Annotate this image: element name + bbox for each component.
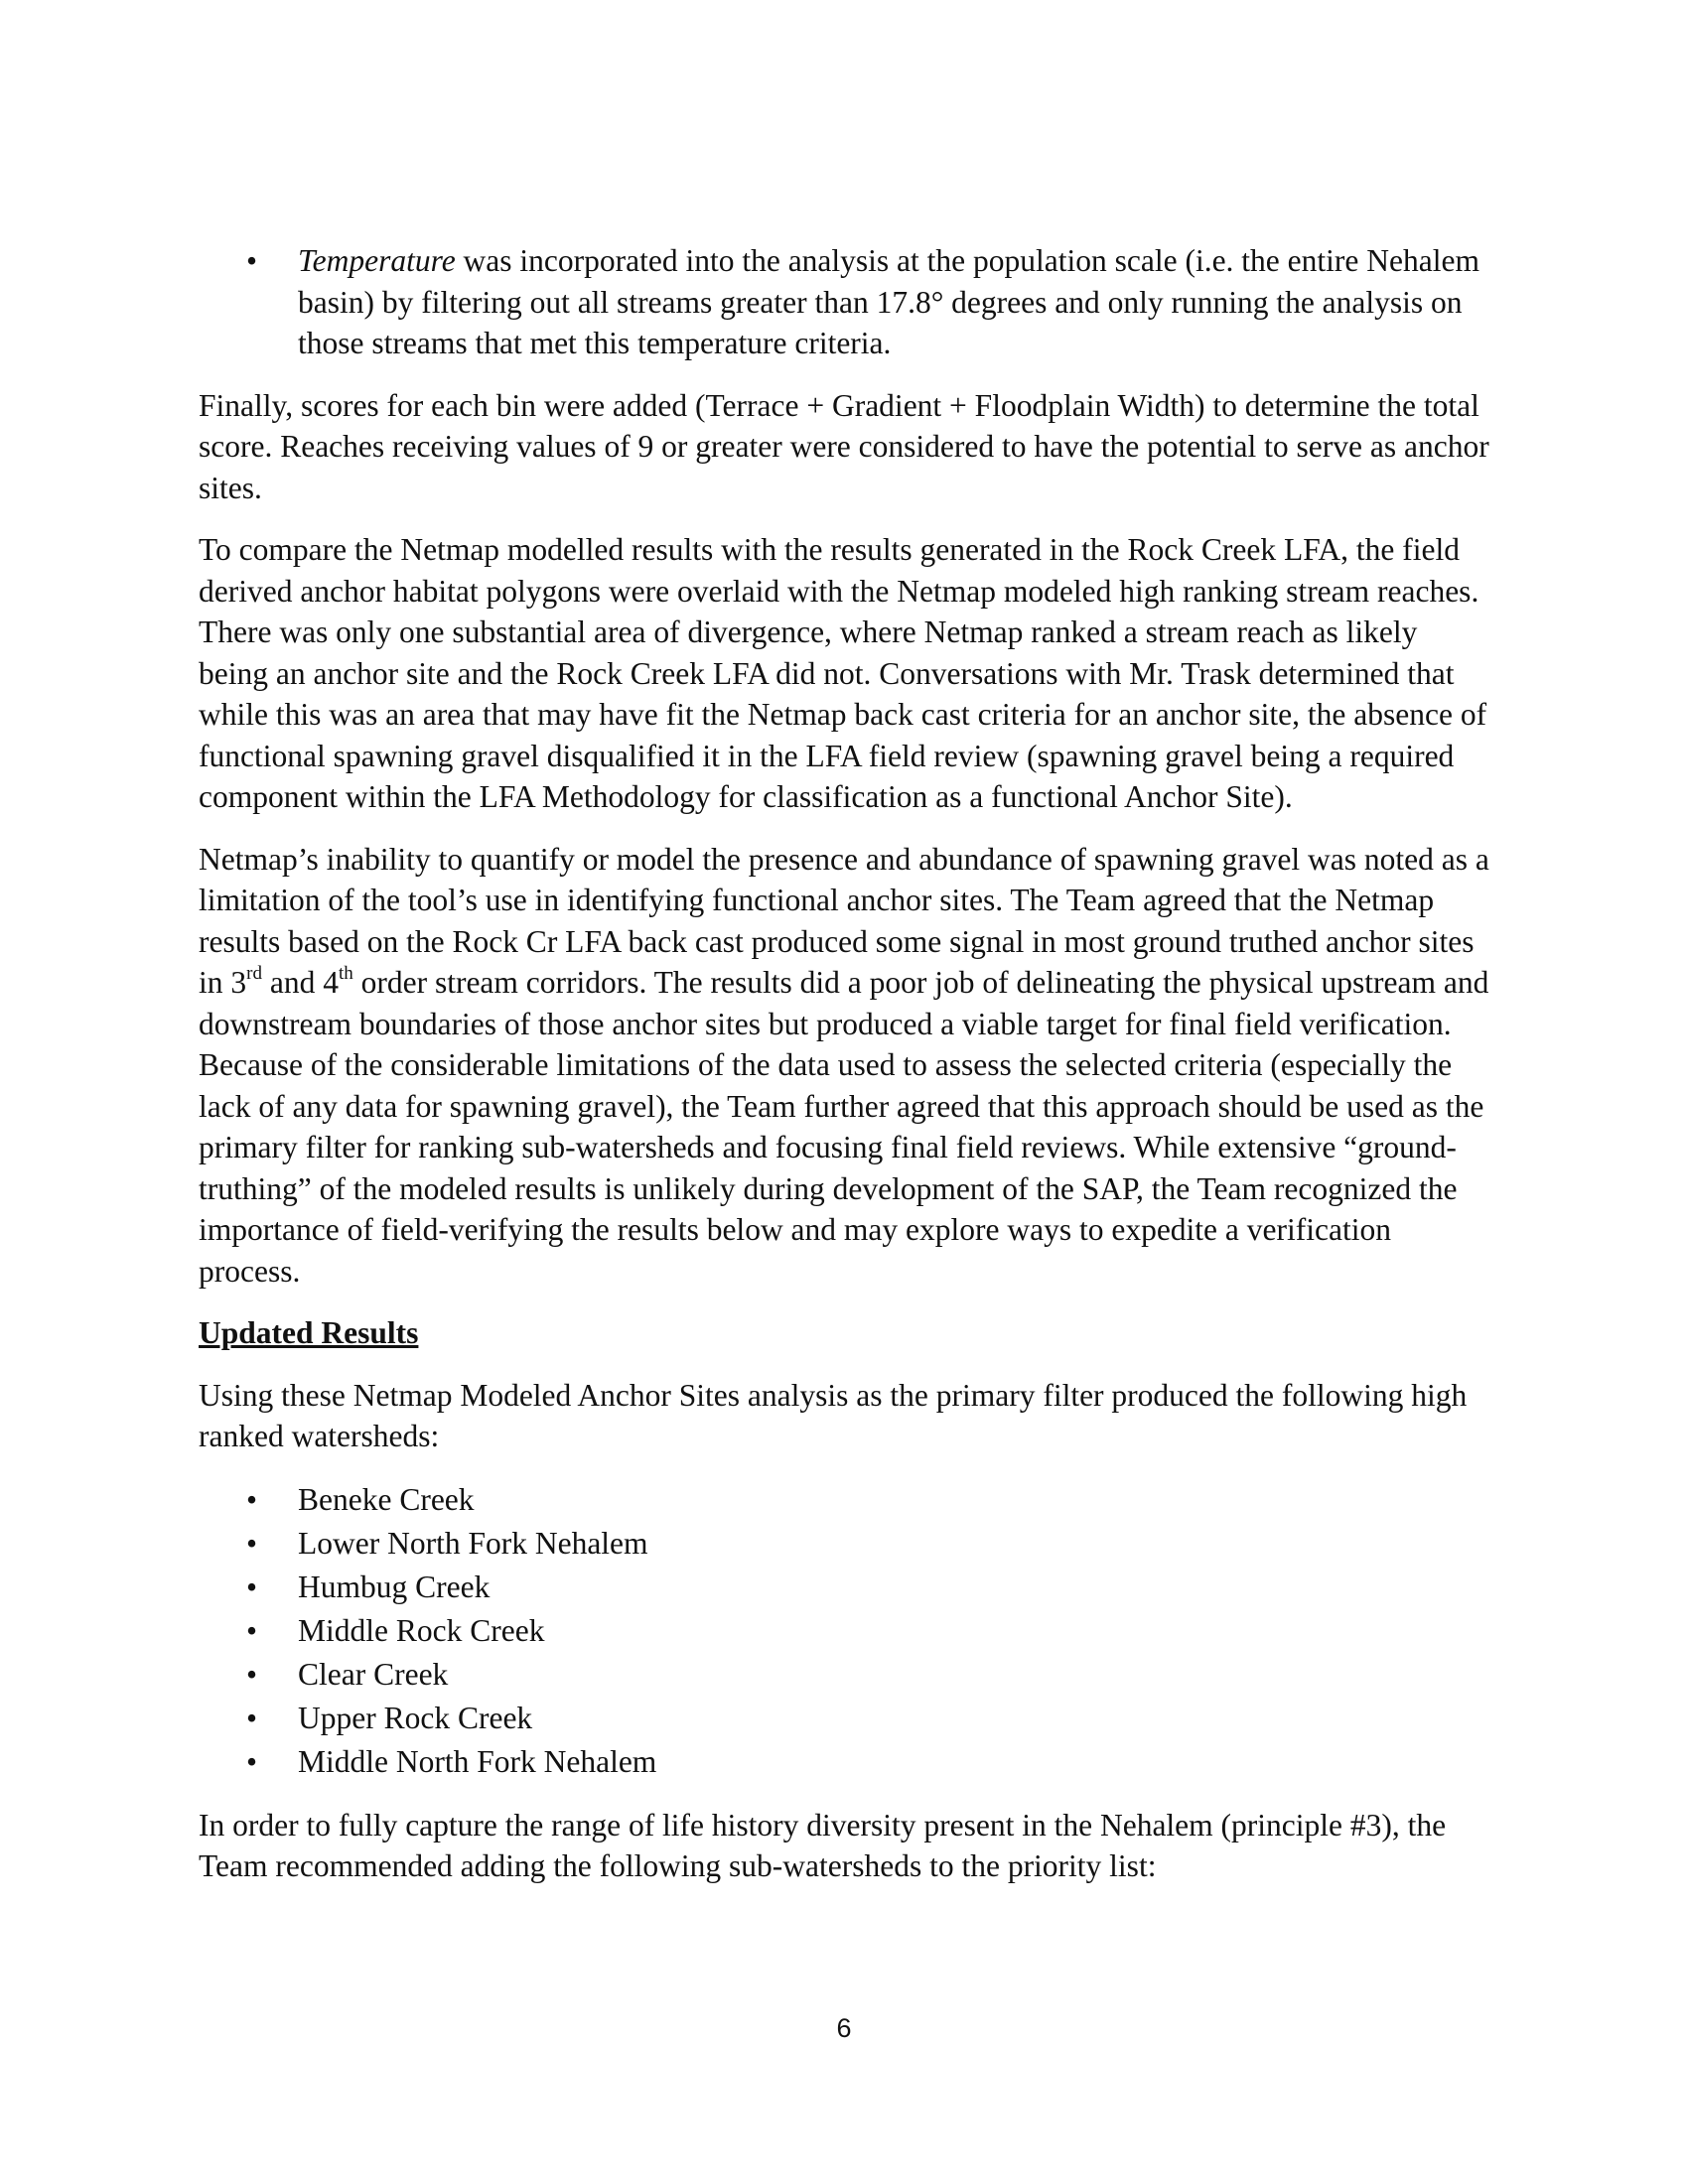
temperature-bullet-item	[199, 240, 1489, 364]
watershed-name: Clear Creek	[298, 1656, 449, 1692]
paragraph-using: Using these Netmap Modeled Anchor Sites analysis as the primary filter produced the following high ranked watersheds:	[199, 1377, 1468, 1453]
bullet-icon: •	[246, 243, 258, 278]
list-item	[199, 1653, 1489, 1697]
watershed-name: Beneke Creek	[298, 1481, 475, 1517]
bullet-icon: •	[246, 1743, 258, 1779]
watershed-name: Middle Rock Creek	[298, 1612, 545, 1648]
watershed-name: Upper Rock Creek	[298, 1700, 533, 1735]
bullet-icon: •	[246, 1481, 258, 1517]
bullet-icon: •	[246, 1700, 258, 1735]
temperature-term: Temperature	[298, 243, 456, 278]
bullet-icon: •	[246, 1612, 258, 1648]
netmap-text-part2: and 4	[261, 965, 339, 1000]
list-item	[199, 1566, 1489, 1609]
document-page	[199, 240, 1489, 1908]
bullet-icon: •	[246, 1525, 258, 1561]
bullet-icon: •	[246, 1656, 258, 1692]
page-number: 6	[836, 2013, 852, 2043]
list-item	[199, 1740, 1489, 1784]
temperature-text: was incorporated into the analysis at the population scale (i.e. the entire Nehalem basin) by filtering out all streams greater than 17.8° degrees and only running the analysis on those streams that met this temperature criteria.	[298, 243, 1479, 360]
paragraph-finally: Finally, scores for each bin were added (Terrace + Gradient + Floodplain Width) to determine the total score. Reaches receiving values of 9 or greater were considered to have the potential to serve as anchor sites.	[199, 387, 1489, 505]
bullet-icon: •	[246, 1569, 258, 1604]
watershed-list	[199, 1478, 1489, 1784]
superscript-rd: rd	[246, 962, 262, 984]
list-item	[199, 1609, 1489, 1653]
netmap-text-part1: Netmap’s inability to quantify or model the presence and abundance of spawning gravel was noted as a limitation of the tool’s use in identifying functional anchor sites. The Team agreed that the Netmap results based on the Rock Cr LFA back cast produced some signal in most ground truthed anchor sites in 3	[199, 841, 1489, 1000]
paragraph-netmap	[199, 839, 1489, 1293]
netmap-text-part3: order stream corridors. The results did a poor job of delineating the physical upstream and downstream boundaries of those anchor sites but produced a viable target for final field verification. Because of the considerable limitations of the data used to assess the selected criteria (especially the lack of any data for spawning gravel), the Team further agreed that this approach should be used as the primary filter for ranking sub-watersheds and focusing final field reviews. While extensive “ground-truthing” of the modeled results is unlikely during development of the SAP, the Team recognized the importance of field-verifying the results below and may explore ways to expedite a verification process.	[199, 965, 1489, 1289]
list-item	[199, 1697, 1489, 1740]
section-heading-updated-results: Updated Results	[199, 1315, 419, 1350]
paragraph-compare: To compare the Netmap modelled results with the results generated in the Rock Creek LFA, the field derived anchor habitat polygons were overlaid with the Netmap modeled high ranking stream reaches. There was only one substantial area of divergence, where Netmap ranked a stream reach as likely being an anchor site and the Rock Creek LFA did not. Conversations with Mr. Trask determined that while this was an area that may have fit the Netmap back cast criteria for an anchor site, the absence of functional spawning gravel disqualified it in the LFA field review (spawning gravel being a required component within the LFA Methodology for classification as a functional Anchor Site).	[199, 532, 1487, 814]
list-item	[199, 1478, 1489, 1522]
superscript-th: th	[338, 962, 353, 984]
list-item	[199, 1522, 1489, 1566]
paragraph-order: In order to fully capture the range of life history diversity present in the Nehalem (principle #3), the Team recommended adding the following sub-watersheds to the priority list:	[199, 1807, 1447, 1883]
watershed-name: Lower North Fork Nehalem	[298, 1525, 648, 1561]
watershed-name: Middle North Fork Nehalem	[298, 1743, 657, 1779]
watershed-name: Humbug Creek	[298, 1569, 491, 1604]
